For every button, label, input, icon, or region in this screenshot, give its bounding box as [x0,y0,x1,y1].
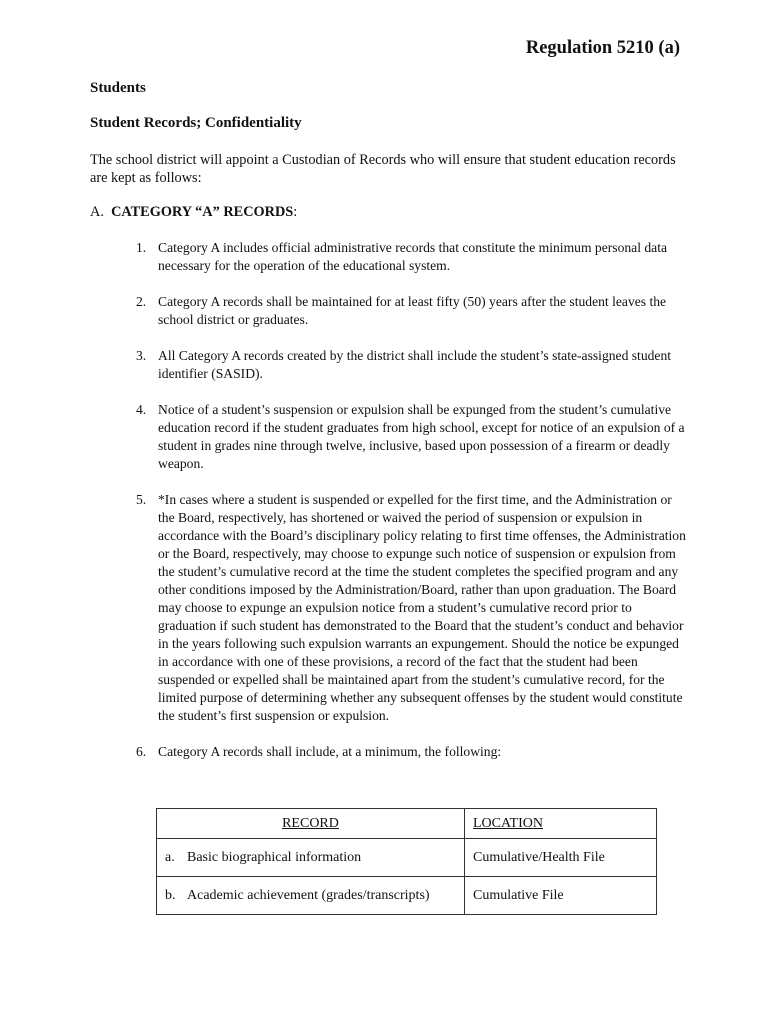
intro-paragraph: The school district will appoint a Custodian of Records who will ensure that student education records are kept as follows: [90,152,676,186]
category-letter: A. [90,204,104,220]
location-column-header: LOCATION [473,815,543,831]
document-title: Student Records; Confidentiality [90,115,302,131]
list-item [136,239,686,275]
list-item [136,743,686,761]
list-item [136,347,686,383]
list-item-number: 3. [136,348,147,363]
table-cell [465,839,657,877]
list-item-text: Category A records shall be maintained for at least fifty (50) years after the student leaves the school district or graduates. [158,294,667,327]
record-location: Cumulative File [473,887,564,903]
table-cell [157,839,465,877]
list-item [136,401,686,473]
table-cell [465,877,657,915]
list-item-number: 2. [136,294,147,309]
category-label: CATEGORY “A” RECORDS [111,204,294,220]
list-item-number: 4. [136,402,147,417]
list-item [136,491,686,725]
list-item-text: Category A includes official administrative records that constitute the minimum personal data necessary for the operation of the educational system. [158,240,668,273]
records-table [156,808,657,915]
record-name: Basic biographical information [187,849,362,865]
list-item-text: Notice of a student’s suspension or expulsion shall be expunged from the student’s cumulative education record if the student graduates from high school, except for notice of an expulsion of a student in grades nine through twelve, inclusive, based upon possession of a firearm or deadly weapon. [158,402,685,471]
record-location: Cumulative/Health File [473,849,605,865]
table-row [157,877,657,915]
list-item-number: 6. [136,744,147,759]
regulation-number: Regulation 5210 (a) [525,38,680,58]
list-item-text: Category A records shall include, at a minimum, the following: [158,744,502,759]
table-row [157,839,657,877]
table-header-cell [157,809,465,839]
category-heading [90,204,297,221]
numbered-list [136,239,686,779]
record-column-header: RECORD [282,815,339,831]
list-item-number: 1. [136,240,147,255]
table-header-cell [465,809,657,839]
list-item [136,293,686,329]
table-cell [157,877,465,915]
list-item-text: *In cases where a student is suspended or expelled for the first time, and the Administration or the Board, respectively, has shortened or waived the period of suspension or expulsion in accordance with the Board’s disciplinary policy relating to first time offenses, the Administration or the Board, respectively, may choose to expunge such notice of suspension or expulsion from the student’s cumulative record at the time the student completes the specified program and any other conditions imposed by the Administration/Board, rather than upon graduation. The Board may choose to expunge an expulsion notice from a student’s cumulative record prior to graduation if such student has demonstrated to the Board that the student’s conduct and behavior in the years following such expulsion warrants an expungement. Should the notice be expunged in accordance with one of these provisions, a record of the fact that the student had been suspended or expelled shall be maintained apart from the student’s cumulative record, for the limited purpose of determining whether any subsequent offenses by the student would constitute the student’s first suspension or expulsion. [158,492,686,723]
row-letter: b. [165,887,176,903]
category-suffix: : [293,204,298,220]
list-item-text: All Category A records created by the district shall include the student’s state-assigned student identifier (SASID). [158,348,672,381]
table-header-row [157,809,657,839]
section-title: Students [90,80,146,96]
record-name: Academic achievement (grades/transcripts) [187,887,430,903]
row-letter: a. [165,849,175,865]
list-item-number: 5. [136,492,147,507]
